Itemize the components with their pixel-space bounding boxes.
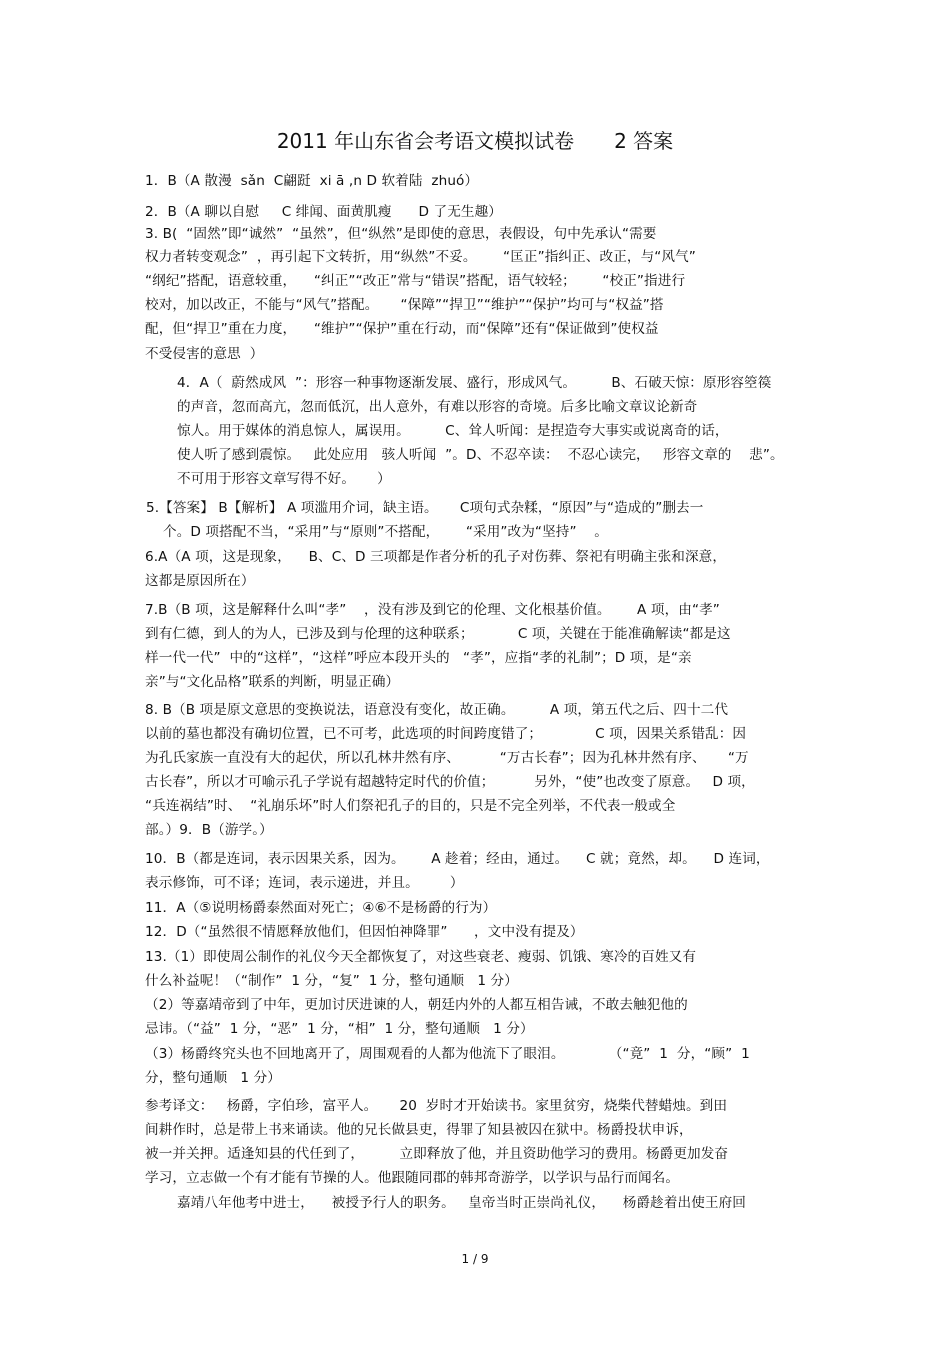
text-line: 8. B（B 项是原文意思的变换说法，语意没有变化，故正确。 A 项，第五代之后、四十二代 <box>145 702 729 718</box>
text-line: 6.A（A 项，这是现象， B、C、D 三项都是作者分析的孔子对伤葬、祭祀有明确主张和深意， <box>145 549 727 565</box>
text-line: 部。）9．B（游学。） <box>145 822 273 838</box>
text-line: “兵连祸结”时、 “礼崩乐坏”时人们祭祀孔子的目的，只是不完全列举，不代表一般或全 <box>145 798 676 814</box>
text-line: 1．B（A 散漫 sǎn C翩跹 xi ā ,n D 软着陆 zhuó） <box>145 173 479 189</box>
text-line: 表示修饰，可不译；连词，表示递进，并且。 ） <box>145 875 464 891</box>
text-line: 使人听了感到震惊。 此处应用 骇人听闻 ”。D、不忍卒读： 不忍心读完， 形容文章的 悲”。 <box>177 447 784 463</box>
page-title: 2011 年山东省会考语文模拟试卷 2 答案 <box>276 129 674 153</box>
text-line: 2．B（A 聊以自慰 C 绯闻、面黄肌瘦 D 了无生趣） <box>145 204 502 220</box>
text-line: 惊人。用于媒体的消息惊人，属误用。 C、耸人听闻：是捏造夸大事实或说离奇的话， <box>177 423 729 439</box>
text-line: 5.【答案】 B【解析】 A 项滥用介词，缺主语。 C项句式杂糅，“原因”与“造成的”删去一 <box>146 500 704 516</box>
text-line: 配，但“捍卫”重在力度， “维护”“保护”重在行动，而“保障”还有“保证做到”使权益 <box>145 321 659 337</box>
text-line: 亲”与“文化品格”联系的判断，明显正确） <box>145 674 400 690</box>
text-line: 10．B（都是连词，表示因果关系，因为。 A 趁着；经由，通过。 C 就；竟然，却。 D 连词， <box>145 851 770 867</box>
text-line: 个。D 项搭配不当，“采用”与“原则”不搭配， “采用”改为“坚持” 。 <box>163 524 608 540</box>
page-number: 1 / 9 <box>461 1252 489 1266</box>
text-line: 间耕作时，总是带上书来诵读。他的兄长做县吏，得罪了知县被囚在狱中。杨爵投状申诉， <box>145 1122 693 1138</box>
text-line: 的声音，忽而高亢，忽而低沉，出人意外，有难以形容的奇境。后多比喻文章议论新奇 <box>177 399 698 415</box>
text-line: 以前的墓也都没有确切位置，已不可考，此选项的时间跨度错了； C 项，因果关系错乱：因 <box>145 726 747 742</box>
text-line: 不可用于形容文章写得不好。 ） <box>177 471 391 487</box>
text-line: 参考译文： 杨爵，字伯珍，富平人。 20 岁时才开始读书。家里贫穷，烧柴代替蜡烛。到田 <box>145 1098 728 1114</box>
text-line: 权力者转变观念” ，再引起下文转折，用“纵然”不妥。 “匡正”指纠正、改正，与“风气” <box>145 249 696 265</box>
text-line: 4．A（ 蔚然成风 ”：形容一种事物逐渐发展、盛行，形成风气。 B、石破天惊：原形容箜篌 <box>177 375 772 391</box>
text-line: 不受侵害的意思 ） <box>145 346 264 362</box>
text-line: 样一代一代” 中的“这样”，“这样”呼应本段开头的 “孝”，应指“孝的礼制”；D 项，是“亲 <box>145 650 692 666</box>
text-line: 3. B( “固然”即“诚然” “虽然”，但“纵然”是即使的意思，表假设，句中先承认“需要 <box>145 226 657 242</box>
text-line: 什么补益呢！（“制作” 1 分，“复” 1 分，整句通顺 1 分） <box>145 973 518 989</box>
text-line: 7.B（B 项，这是解释什么叫“孝” ，没有涉及到它的伦理、文化根基价值。 A 项，由“孝” <box>145 602 720 618</box>
text-line: 学习，立志做一个有才能有节操的人。他跟随同郡的韩邦奇游学，以学识与品行而闻名。 <box>145 1170 680 1186</box>
text-line: 11．A（⑤说明杨爵泰然面对死亡；④⑥不是杨爵的行为） <box>145 900 497 916</box>
text-line: 嘉靖八年他考中进士， 被授予行人的职务。 皇帝当时正崇尚礼仪， 杨爵趁着出使王府回 <box>177 1195 746 1211</box>
text-line: （3）杨爵终究头也不回地离开了，周围观看的人都为他流下了眼泪。 （“竟” 1 分，“顾” 1 <box>145 1046 750 1062</box>
text-line: 13.（1）即使周公制作的礼仪今天全都恢复了，对这些衰老、瘦弱、饥饿、寒冷的百姓又有 <box>145 949 697 965</box>
text-line: 为孔氏家族一直没有大的起伏，所以孔林井然有序、 “万古长春”；因为孔林井然有序、 “万 <box>145 750 749 766</box>
text-line: 忌讳。（“益” 1 分，“恶” 1 分，“相” 1 分，整句通顺 1 分） <box>145 1021 534 1037</box>
text-line: 分，整句通顺 1 分） <box>145 1070 281 1086</box>
text-line: 这都是原因所在） <box>145 573 255 589</box>
text-line: 12．D（“虽然很不情愿释放他们，但因怕神降罪” ，文中没有提及） <box>145 924 584 940</box>
text-line: 到有仁德，到人的为人，已涉及到与伦理的这种联系； C 项，关键在于能准确解读“都是这 <box>145 626 731 642</box>
text-line: 被一并关押。适逢知县的代任到了， 立即释放了他，并且资助他学习的费用。杨爵更加发奋 <box>145 1146 729 1162</box>
text-line: （2）等嘉靖帝到了中年，更加讨厌进谏的人，朝廷内外的人都互相告诫，不敢去触犯他的 <box>145 997 688 1013</box>
text-line: 古长春”，所以才可喻示孔子学说有超越特定时代的价值； 另外，“使”也改变了原意。 D 项， <box>145 774 755 790</box>
text-line: 校对，加以改正，不能与“风气”搭配。 “保障”“捍卫”“维护”“保护”均可与“权益”搭 <box>145 297 664 313</box>
text-line: “纲纪”搭配，语意较重， “纠正”“改正”常与“错误”搭配，语气较轻； “校正”指进行 <box>145 273 686 289</box>
